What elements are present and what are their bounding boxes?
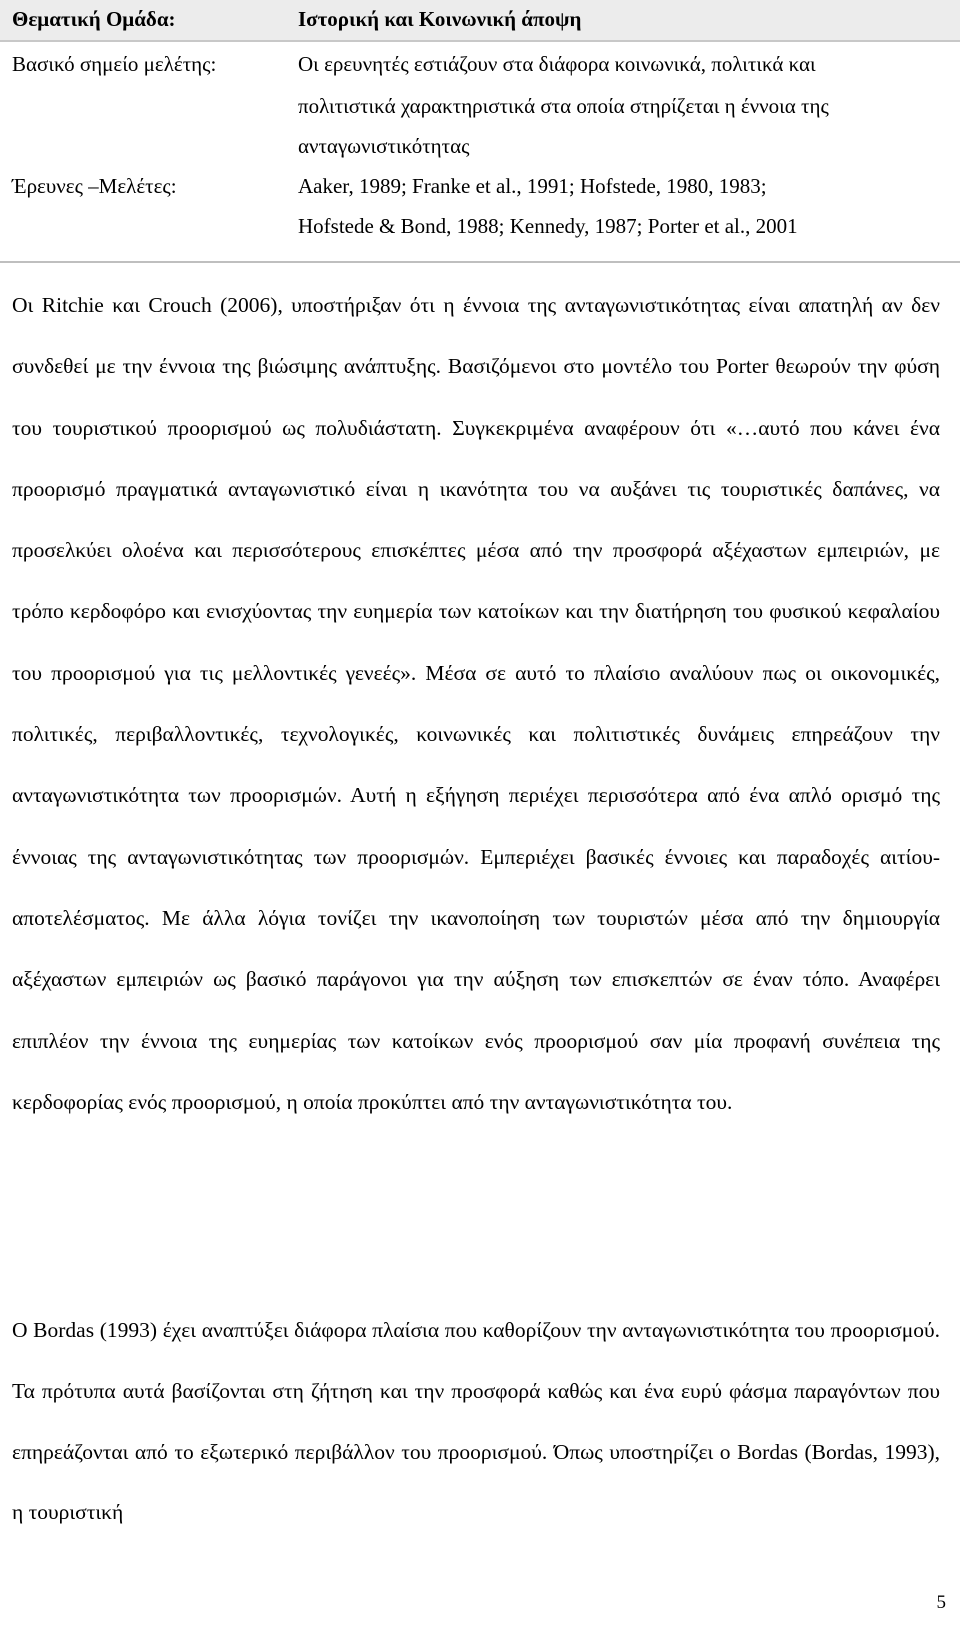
research-line-1: Aaker, 1989; Franke et al., 1991; Hofstede, 1980, 1983; bbox=[298, 174, 767, 198]
study-focus-line-3: ανταγωνιστικότητας bbox=[298, 134, 470, 158]
research-line-2: Hofstede & Bond, 1988; Kennedy, 1987; Porter et al., 2001 bbox=[298, 214, 798, 238]
summary-table bbox=[0, 0, 960, 263]
research-label: Έρευνες –Μελέτες: bbox=[12, 174, 177, 198]
study-focus-line-2: πολιτιστικά χαρακτηριστικά στα οποία στηρίζεται η έννοια της bbox=[298, 94, 829, 118]
thematic-group-value: Ιστορική και Κοινωνική άποψη bbox=[298, 7, 582, 31]
thematic-group-label: Θεματική Ομάδα: bbox=[12, 7, 176, 31]
study-focus-label: Βασικό σημείο μελέτης: bbox=[12, 52, 217, 76]
study-focus-line-1: Οι ερευνητές εστιάζουν στα διάφορα κοινωνικά, πολιτικά και bbox=[298, 52, 816, 76]
page-number: 5 bbox=[936, 1592, 946, 1613]
paragraph-bordas: Ο Bordas (1993) έχει αναπτύξει διάφορα πλαίσια που καθορίζουν την ανταγωνιστικότητα του προορισμού. Τα πρότυπα αυτά βασίζονται στη ζήτηση και την προσφορά καθώς και ένα ευρύ φάσμα παραγόντων που επηρεάζονται από το εξωτερικό περιβάλλον του προορισμού. Όπως υποστηρίζει ο Bordas (Bordas, 1993), η τουριστική bbox=[12, 1318, 940, 1525]
paragraph-ritchie-crouch: Οι Ritchie και Crouch (2006), υποστήριξαν ότι η έννοια της ανταγωνιστικότητας είναι απατηλή αν δεν συνδεθεί με την έννοια της βιώσιμης ανάπτυξης. Βασιζόμενοι στο μοντέλο του Porter θεωρούν την φύση του τουριστικού προορισμού ως πολυδιάστατη. Συγκεκριμένα αναφέρουν ότι «…αυτό που κάνει ένα προορισμό πραγματικά ανταγωνιστικό είναι η ικανότητα του να αυξάνει τις τουριστικές δαπάνες, να προσελκύει ολοένα και περισσότερους επισκέπτες μέσα από την προσφορά αξέχαστων εμπειριών, με τρόπο κερδοφόρο και ενισχύοντας την ευημερία των κατοίκων και την διατήρηση του φυσικού κεφαλαίου του προορισμού για τις μελλοντικές γενεές». Μέσα σε αυτό το πλαίσιο αναλύουν πως οι οικονομικές, πολιτικές, περιβαλλοντικές, τεχνολογικές, κοινωνικές και πολιτιστικές δυνάμεις επηρεάζουν την ανταγωνιστικότητα των προορισμών. Αυτή η εξήγηση περιέχει περισσότερα από ένα απλό ορισμό της έννοιας της ανταγωνιστικότητας των προορισμών. Εμπεριέχει βασικές έννοιες και παραδοχές αιτίου-αποτελέσματος. Με άλλα λόγια τονίζει την ικανοποίηση των τουριστών μέσα από την δημιουργία αξέχαστων εμπειριών ως βασικό παράγονοι για την αύξηση των επισκεπτών σε έναν τόπο. Αναφέρει επιπλέον την έννοια της ευημερίας των κατοίκων ενός προορισμού σαν μία προφανή συνέπεια της κερδοφορίας ενός προορισμού, η οποία προκύπτει από την ανταγωνιστικότητα του. bbox=[12, 293, 940, 1114]
